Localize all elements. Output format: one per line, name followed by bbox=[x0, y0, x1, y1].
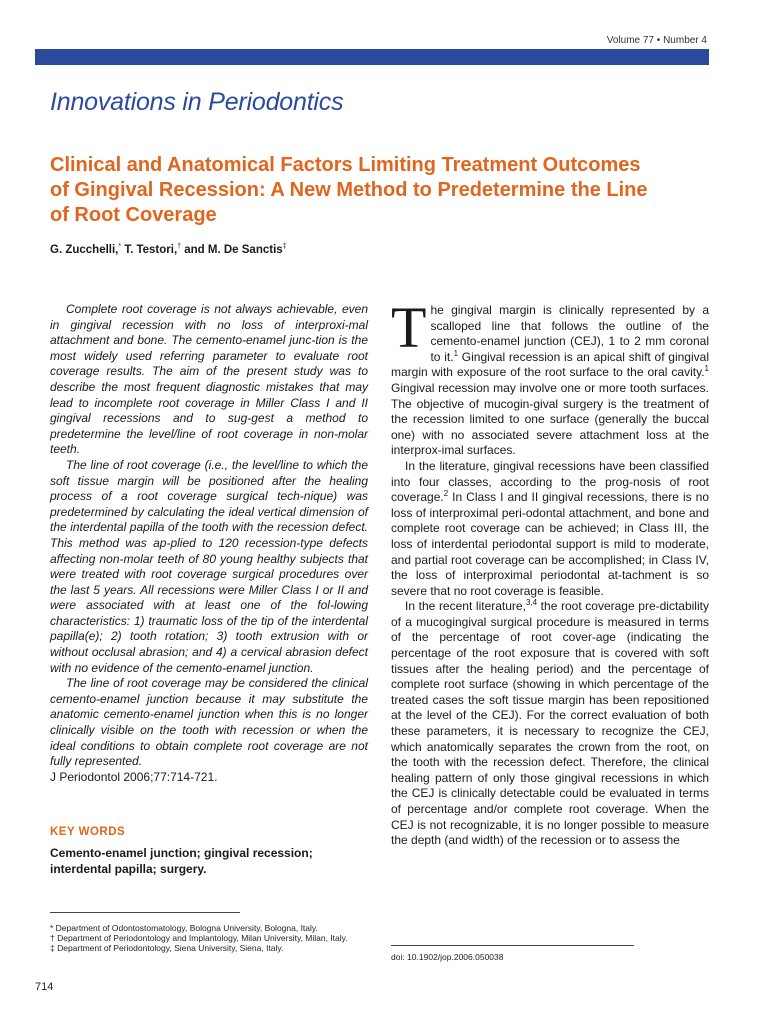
abstract-citation-line bbox=[50, 770, 368, 786]
abstract-paragraph: The line of root coverage may be considered the clinical cemento-enamel junction because it may substitute the anatomic cemento-enamel junction when this is no longer clinically visible on the tooth with recession or when the ideal conditions to obtain complete root coverage are not fully represented. bbox=[50, 676, 368, 769]
header-bar bbox=[35, 49, 709, 65]
keywords-text: Cemento-enamel junction; gingival recession; interdental papilla; surgery. bbox=[50, 846, 313, 876]
footnotes bbox=[50, 923, 370, 953]
volume-number: Volume 77 • Number 4 bbox=[606, 35, 707, 46]
drop-cap: T bbox=[391, 295, 427, 360]
body-text: he gingival margin is clinically represented by a scalloped line that follows the outline of the cemento-enamel junction (CEJ), 1 to 2 mm coronal to it. bbox=[430, 303, 709, 364]
abstract bbox=[50, 302, 368, 785]
affiliation-mark: * bbox=[118, 243, 122, 250]
affiliation-mark: † bbox=[177, 243, 182, 250]
body-text: Gingival recession is an apical shift of gingival margin with exposure of the root surface to the oral cavity. bbox=[391, 349, 709, 380]
body-text-column bbox=[391, 295, 709, 849]
footnote: * Department of Odontostomatology, Bologna University, Bologna, Italy. bbox=[50, 923, 318, 933]
abstract-citation: J Periodontol 2006;77:714-721. bbox=[50, 769, 218, 784]
abstract-paragraph: Complete root coverage is not always achievable, even in gingival recession with no loss of interproxi-mal attachment and bone. The cemento-enamel junc-tion is the most widely used referring parameter to evaluate root coverage results. The aim of the present study was to describe the most frequent diagnostic mistakes that may lead to incomplete root coverage in Miller Class I and II gingival recessions and to sug-gest a method to predetermine the level/line of root coverage in non-molar teeth. bbox=[50, 302, 368, 457]
body-text: Gingival recession may involve one or more tooth surfaces. The objective of mucogin-gival surgery is the treatment of the recession limited to one surface (generally the buccal one) with no associated severe attachment loss at the interprox-imal surfaces. bbox=[391, 380, 709, 458]
author-name: and M. De Sanctis bbox=[181, 243, 283, 256]
body-paragraph bbox=[391, 599, 709, 849]
keywords-heading: KEY WORDS bbox=[50, 826, 126, 838]
reference-mark: 1 bbox=[704, 364, 709, 374]
doi: doi: 10.1902/jop.2006.050038 bbox=[391, 952, 504, 962]
footnote: ‡ Department of Periodontology, Siena University, Siena, Italy. bbox=[50, 943, 284, 953]
body-text: the root coverage pre-dictability of a mucogingival surgical procedure is measured in terms of the percentage of root cover-age (indicating the percentage of the root exposure that is covered with soft tissues after the healing period) and the percentage of complete root surface (showing in which percentage of the treated cases the soft tissue margin has been repositioned at the level of the CEJ). For the correct evaluation of both these parameters, it is necessary to recognize the CEJ, which anatomically separates the crown from the root, on the tooth with the recession defect. Therefore, the clinical healing pattern of only those gingival recessions in which the CEJ is clinically detectable could be evaluated in terms of percentage and/or complete root coverage. When the CEJ is not recognizable, it is no longer possible to measure the depth (and width) of the recession or to assess the bbox=[391, 599, 709, 848]
abstract-paragraph: The line of root coverage (i.e., the level/line to which the soft tissue margin will be positioned after the healing process of a root coverage surgical tech-nique) was predetermined by calculating the ideal vertical dimension of the interdental papilla of the tooth with the recession defect. This method was ap-plied to 120 recession-type defects affecting non-molar teeth of 80 young healthy subjects that were treated with root coverage surgical procedures over the last 5 years. All recessions were Miller Class I or II and were associated with at least one of the fol-lowing characteristics: 1) traumatic loss of the tip of the interdental papilla(e); 2) tooth rotation; 3) tooth extrusion with or without occlusal abrasion; and 4) a cervical abrasion defect with no evidence of the cemento-enamel junction. bbox=[50, 457, 368, 675]
author-name: G. Zucchelli, bbox=[50, 243, 119, 256]
author-line bbox=[50, 243, 287, 256]
body-paragraph bbox=[391, 295, 709, 459]
affiliation-mark: ‡ bbox=[282, 243, 287, 250]
article-title: Clinical and Anatomical Factors Limiting Treatment Outcomes of Gingival Recession: A New Method to Predetermine the Line of Root Coverage bbox=[50, 154, 648, 226]
footnote-divider bbox=[50, 912, 240, 913]
body-text: In the literature, gingival recessions have been classified into four classes, according to the prog-nosis of root coverage. bbox=[391, 458, 709, 505]
section-title: Innovations in Periodontics bbox=[50, 88, 344, 116]
footnote: † Department of Periodontology and Implantology, Milan University, Milan, Italy. bbox=[50, 933, 348, 943]
author-name: T. Testori, bbox=[121, 243, 178, 256]
reference-mark: 3,4 bbox=[525, 598, 538, 608]
reference-mark: 2 bbox=[443, 489, 449, 499]
body-paragraph bbox=[391, 459, 709, 599]
reference-mark: 1 bbox=[453, 348, 459, 358]
doi-divider bbox=[391, 945, 634, 946]
body-text: In Class I and II gingival recessions, there is no loss of interproximal peri-odontal attachment, and bone and complete root coverage can be achieved; in Class III, the loss of interdental periodontal support is mild to moderate, and partial root coverage can be accomplished; in Class IV, the loss of interproximal periodontal at-tachment is so severe that no root coverage is feasible. bbox=[391, 490, 709, 598]
body-text: In the recent literature, bbox=[405, 599, 526, 614]
page-number: 714 bbox=[35, 981, 54, 993]
